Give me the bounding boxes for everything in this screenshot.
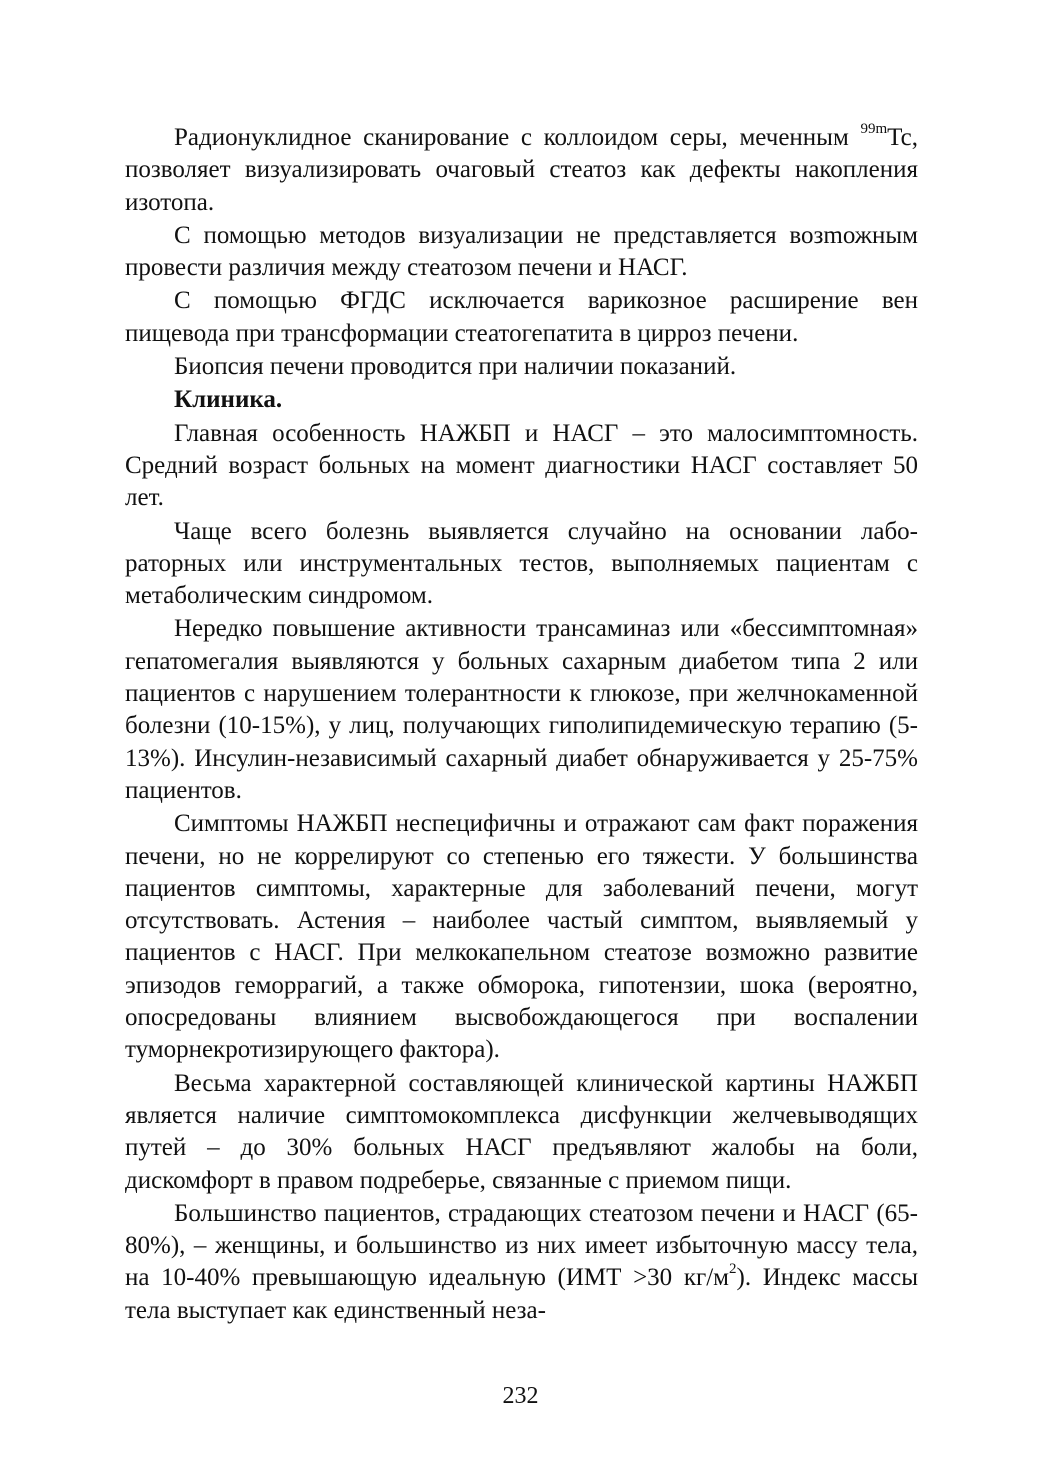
paragraph-patients [125,1198,918,1327]
page-body [125,122,918,1327]
isotope-mass-number: 99m [860,120,888,137]
isotope-symbol: Tc [887,124,912,151]
paragraph-symptoms: Симптомы НАЖБП неспецифичны и отражают сам факт поражения печени, но не коррелируют со степенью его тяжести. У большинства пациентов симптомы, характерные для заболеваний печени, могут отсутствовать. Астения – наиболее частый симптом, выявляемый у пациентов с НАСГ. При мелкокапельном стеатозе возможно развитие эпизодов геморрагий, а также обморока, гипотензии, шока (вероятно, опосредованы влиянием высвобождающегося при воспалении туморнекротизирующего фактора). [125,810,918,1064]
paragraph-text: Радионуклидное сканирование с коллоидом серы, меченным [174,124,849,151]
paragraph-visualization: С помощью методов визуализации не представляется возmожным провести различия между стеатозом печени и НАСГ. [125,221,918,282]
paragraph-biliary: Весьма характерной составляющей клинической картины НАЖБП является наличие симптомокомплекса дисфункции желчевыводящих путей – до 30% больных НАСГ предъявляют жалобы на боли, дискомфорт в правом подреберье, связанные с приемом пищи. [125,1069,918,1194]
paragraph-fgds: С помощью ФГДС исключается варикозное расширение вен пищевода при трансформации стеатогепатита в цирроз печени. [125,287,918,347]
paragraph-biopsy: Биопсия печени проводится при наличии показаний. [174,353,737,381]
paragraph-text: ). Индекс массы тела выступает как единственный неза- [125,1264,918,1324]
paragraph-text: , позволяет визуализировать очаговый стеатоз как дефекты накопления изотопа. [125,124,918,216]
page-number: 232 [502,1383,539,1409]
unit-exponent: 2 [729,1261,737,1278]
section-heading-clinic: Клиника. [174,386,283,414]
paragraph-text: Большинство пациентов, страдающих стеатозом печени и НАСГ (65-80%), – женщины, и большинство из них имеет избыточную массу тела, на 10-40% превышающую идеальную (ИМТ >30 кг/м [125,1199,918,1292]
paragraph-detection: Чаще всего болезнь выявляется случайно на основании лабораторных или инструментальных тестов, выполняемых пациентам с метаболическим синдромом. [125,517,918,610]
paragraph-radionuclide [125,122,918,219]
paragraph-transaminases: Нередко повышение активности трансаминаз или «бессимптомная» гепатомегалия выявляются у больных сахарным диабетом типа 2 или пациентов с нарушением толерантности к глюкозе, при желчнокаменной болезни (10-15%), у лиц, получающих гиполипидемическую терапию (5-13%). Инсулин-независимый сахарный диабет обнаруживается у 25-75% пациентов. [125,615,918,804]
paragraph-main-feature: Главная особенность НАЖБП и НАСГ – это малосимптомность. Средний возраст больных на момент диагностики НАСГ составляет 50 лет. [125,419,918,512]
